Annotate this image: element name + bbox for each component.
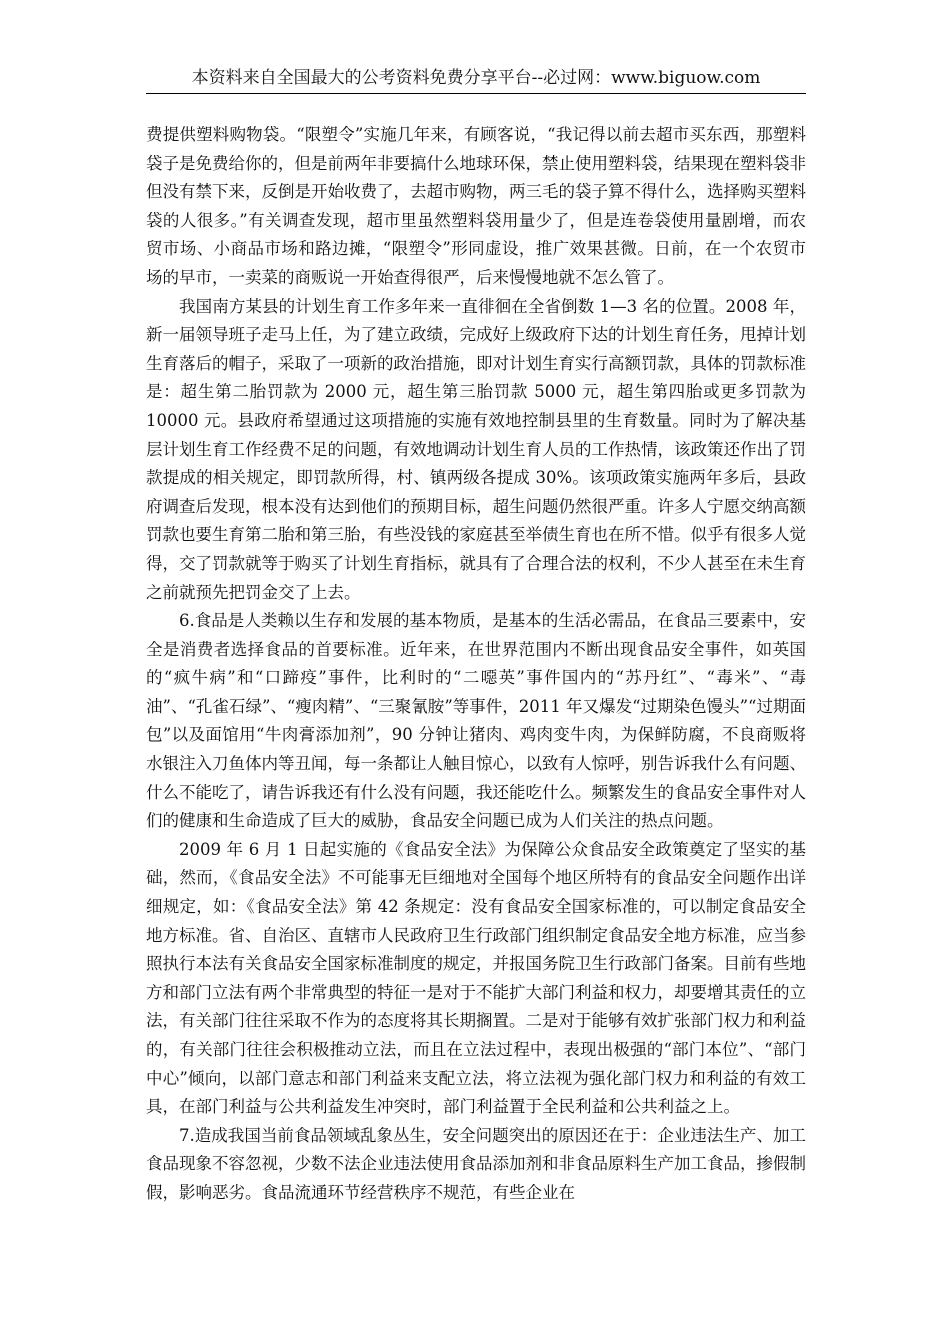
page-header: 本资料来自全国最大的公考资料免费分享平台--必过网：www.biguow.com bbox=[146, 66, 806, 94]
paragraph-food-chaos-causes: 7.造成我国当前食品领域乱象丛生，安全问题突出的原因还在于：企业违法生产、加工食品现象不容忽视，少数不法企业违法使用食品添加剂和非食品原料生产加工食品，掺假制假，影响恶劣。食品流通环节经营秩序不规范，有些企业在 bbox=[146, 1125, 806, 1202]
document-body bbox=[146, 121, 806, 1208]
paragraph-food-safety-law: 2009 年 6 月 1 日起实施的《食品安全法》为保障公众食品安全政策奠定了坚实的基础，然而，《食品安全法》不可能事无巨细地对全国每个地区所特有的食品安全问题作出详细规定，如：《食品安全法》第 42 条规定：没有食品安全国家标准的，可以制定食品安全地方标准。省、自治区、直辖市人民政府卫生行政部门组织制定食品安全地方标准，应当参照执行本法有关食品安全国家标准制度的规定，并报国务院卫生行政部门备案。目前有些地方和部门立法有两个非常典型的特征一是对于不能扩大部门利益和权力，却要增其责任的立法，有关部门往往采取不作为的态度将其长期搁置。二是对于能够有效扩张部门权力和利益的，有关部门往往会积极推动立法，而且在立法过程中，表现出极强的“部门本位”、“部门中心”倾向，以部门意志和部门利益来支配立法，将立法视为强化部门权力和利益的有效工具，在部门利益与公共利益发生冲突时，部门利益置于全民利益和公共利益之上。 bbox=[146, 839, 806, 1117]
paragraph-food-safety-events: 6.食品是人类赖以生存和发展的基本物质，是基本的生活必需品，在食品三要素中，安全是消费者选择食品的首要标准。近年来，在世界范围内不断出现食品安全事件，如英国的“疯牛病”和“口蹄疫”事件，比利时的“二噁英”事件国内的“苏丹红”、“毒米”、“毒油”、“孔雀石绿”、“瘦肉精”、“三聚氰胺”等事件，2011 年又爆发“过期染色馒头”“过期面包”以及面馆用“牛肉膏添加剂”，90 分钟让猪肉、鸡肉变牛肉，为保鲜防腐，不良商贩将水银注入刀鱼体内等丑闻，每一条都让人触目惊心，以致有人惊呼，别告诉我什么有问题、什么不能吃了，请告诉我还有什么没有问题，我还能吃什么。频繁发生的食品安全事件对人们的健康和生命造成了巨大的威胁，食品安全问题已成为人们关注的热点问题。 bbox=[146, 611, 806, 831]
paragraph-plastic-bag: 费提供塑料购物袋。“限塑令”实施几年来，有顾客说，“我记得以前去超市买东西，那塑料袋子是免费给你的，但是前两年非要搞什么地球环保，禁止使用塑料袋，结果现在塑料袋非但没有禁下来，反倒是开始收费了，去超市购物，两三毛的袋子算不得什么，选择购买塑料袋的人很多。”有关调查发现，超市里虽然塑料袋用量少了，但是连卷袋使用量剧增，而农贸市场、小商品市场和路边摊，“限塑令”形同虚设，推广效果甚微。日前，在一个农贸市场的早市，一卖菜的商贩说一开始查得很严，后来慢慢地就不怎么管了。 bbox=[146, 125, 806, 287]
paragraph-family-planning: 我国南方某县的计划生育工作多年来一直徘徊在全省倒数 1—3 名的位置。2008 年，新一届领导班子走马上任，为了建立政绩，完成好上级政府下达的计划生育任务，甩掉计划生育落后的帽子，采取了一项新的政治措施，即对计划生育实行高额罚款，具体的罚款标准是：超生第二胎罚款为 2000 元，超生第三胎罚款 5000 元，超生第四胎或更多罚款为 10000 元。县政府希望通过这项措施的实施有效地控制县里的生育数量。同时为了解决基层计划生育工作经费不足的问题，有效地调动计划生育人员的工作热情，该政策还作出了罚款提成的相关规定，即罚款所得，村、镇两级各提成 30%。该项政策实施两年多后，县政府调查后发现，根本没有达到他们的预期目标，超生问题仍然很严重。许多人宁愿交纳高额罚款也要生育第二胎和第三胎，有些没钱的家庭甚至举债生育也在所不惜。似乎有很多人觉得，交了罚款就等于购买了计划生育指标，就具有了合理合法的权利，不少人甚至在未生育之前就预先把罚金交了上去。 bbox=[146, 296, 806, 602]
